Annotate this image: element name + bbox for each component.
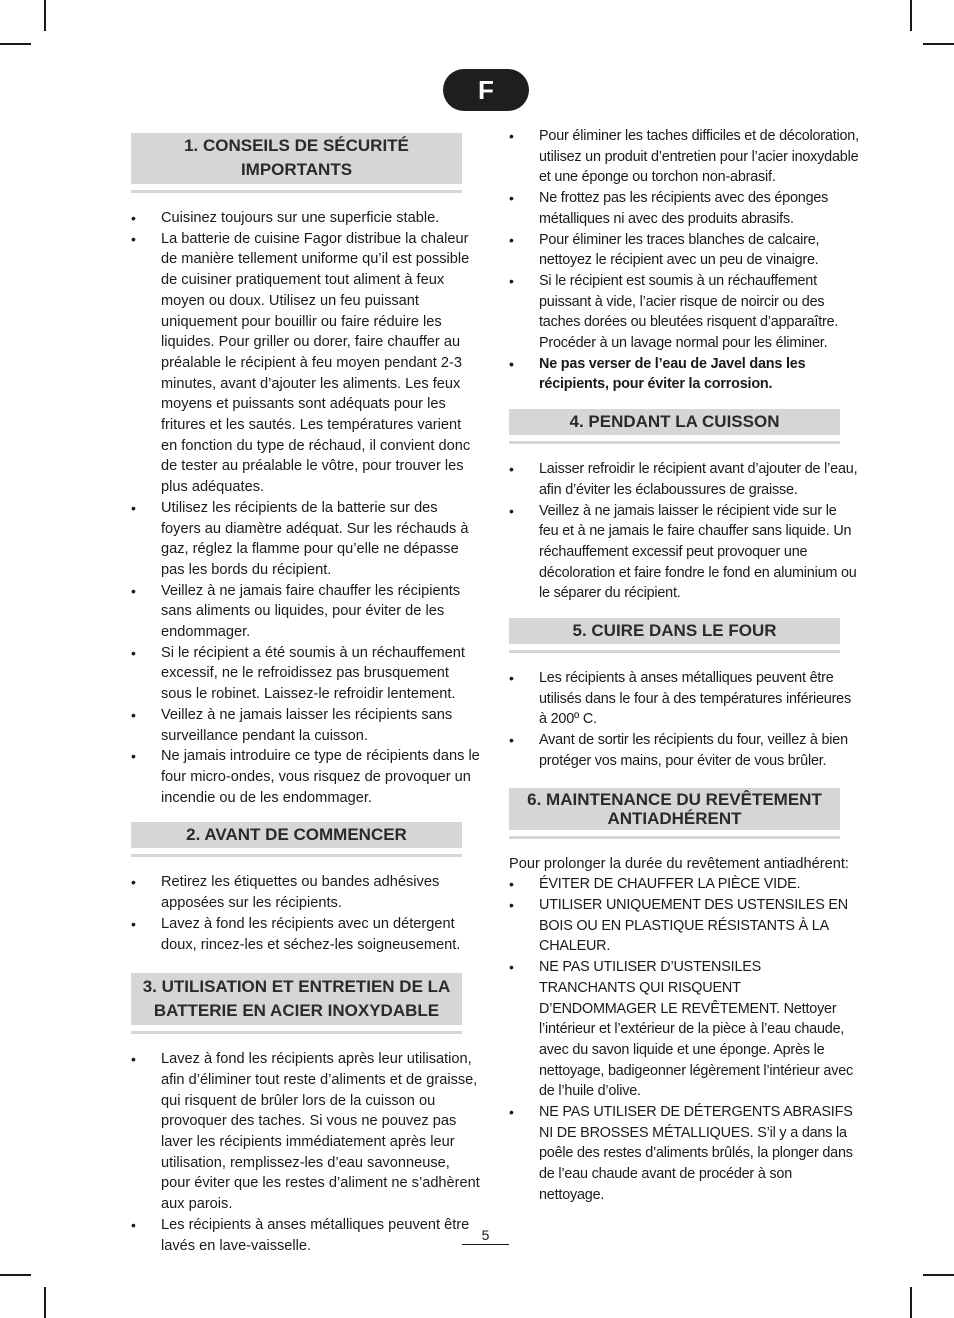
- list-item: • UTILISER UNIQUEMENT DES USTENSILES EN BOIS OU EN PLASTIQUE RÉSISTANTS À LA CHALEUR.: [509, 895, 859, 957]
- list-item: • NE PAS UTILISER D’USTENSILES TRANCHANTS QUI RISQUENT D’ENDOMMAGER LE REVÊTEMENT. Nettoyer l’intérieur et l’extérieur de la pièce à l’eau chaude, avec du savon liquide et une éponge. Après le nettoyage, badigeonner légèrement l’intérieur avec de l’huile d’olive.: [509, 957, 859, 1102]
- section-heading-before-start: 2. AVANT DE COMMENCER: [131, 822, 462, 848]
- list-item: • Veillez à ne jamais laisser les récipients sans surveillance pendant la cuisson.: [131, 705, 481, 746]
- nonstick-list: [509, 874, 859, 1205]
- list-item: • NE PAS UTILISER DE DÉTERGENTS ABRASIFS NI DE BROSSES MÉTALLIQUES. S’il y a dans la poêle des restes d’aliments brûlés, la plonger dans de l’eau chaude avant de procéder à son nettoyage.: [509, 1102, 859, 1206]
- list-item: • Cuisinez toujours sur une superficie stable.: [131, 208, 481, 229]
- section-heading-nonstick: 6. MAINTENANCE DU REVÊTEMENT ANTIADHÉRENT: [509, 788, 840, 830]
- list-item: • Ne jamais introduire ce type de récipients dans le four micro-ondes, vous risquez de provoquer un incendie ou de les endommager.: [131, 746, 481, 808]
- list-item: • Veillez à ne jamais laisser le récipient vide sur le feu et à ne jamais le faire chauffer sans liquide. Un réchauffement excessif peut provoquer une décoloration et faire fondre le fond en aluminium ou le séparer du récipient.: [509, 501, 859, 605]
- list-item: • ÉVITER DE CHAUFFER LA PIÈCE VIDE.: [509, 874, 859, 895]
- crop-mark: [910, 1287, 912, 1318]
- list-item: • La batterie de cuisine Fagor distribue la chaleur de manière tellement uniforme qu’il est possible de cuisiner pratiquement tout aliment à feux moyen ou doux. Utilisez un feu puissant uniquement pour bouillir ou faire réduire les liquides. Pour griller ou dorer, faire chauffer au préalable le récipient à feu moyen pendant 2-3 minutes, avant d’ajouter les aliments. Les feux moyens et puissants sont adéquats pour les fritures et les sautés. Les températures varient en fonction du type de réchaud, il convient donc de tester au préalable le vôtre, pour trouver les plus adéquates.: [131, 229, 481, 498]
- crop-mark: [0, 1274, 31, 1276]
- list-item: • Les récipients à anses métalliques peuvent être lavés en lave-vaisselle.: [131, 1215, 481, 1256]
- list-item: • Les récipients à anses métalliques peuvent être utilisés dans le four à des températures inférieures à 200º C.: [509, 668, 859, 730]
- list-item: • Ne frottez pas les récipients avec des éponges métalliques ni avec des produits abrasifs.: [509, 188, 859, 229]
- warning-item: • Ne pas verser de l’eau de Javel dans les récipients, pour éviter la corrosion.: [509, 354, 859, 395]
- list-item: • Si le récipient est soumis à un réchauffement puissant à vide, l’acier risque de noircir ou des taches dorées ou bleutées risquent d’apparaître. Procéder à un lavage normal pour les éliminer.: [509, 271, 859, 354]
- section-heading-oven: 5. CUIRE DANS LE FOUR: [509, 618, 840, 644]
- right-column: [509, 126, 859, 1206]
- list-item: • Retirez les étiquettes ou bandes adhésives apposées sur les récipients.: [131, 872, 481, 913]
- list-item: • Si le récipient a été soumis à un réchauffement excessif, ne le refroidissez pas brusquement sous le robinet. Laissez-le refroidir lentement.: [131, 643, 481, 705]
- list-item: • Lavez à fond les récipients avec un détergent doux, rincez-les et séchez-les soigneusement.: [131, 914, 481, 955]
- list-item: • Utilisez les récipients de la batterie sur des foyers au diamètre adéquat. Sur les réchauds à gaz, réglez la flamme pour qu’elle ne dépasse pas les bords du récipient.: [131, 498, 481, 581]
- list-item: • Pour éliminer les taches difficiles et de décoloration, utilisez un produit d’entretien pour l’acier inoxydable et une éponge ou torchon non-abrasif.: [509, 126, 859, 188]
- crop-mark: [44, 0, 46, 31]
- list-item: • Laisser refroidir le récipient avant d’ajouter de l’eau, afin d’éviter les éclaboussures de graisse.: [509, 459, 859, 500]
- stainless-care-list: [131, 1049, 481, 1256]
- section-heading-stainless-care: 3. UTILISATION ET ENTRETIEN DE LA BATTERIE EN ACIER INOXYDABLE: [131, 973, 462, 1025]
- crop-mark: [923, 1274, 954, 1276]
- page-number: 5: [462, 1226, 509, 1245]
- oven-list: [509, 668, 859, 772]
- list-item: • Pour éliminer les traces blanches de calcaire, nettoyez le récipient avec un peu de vinaigre.: [509, 230, 859, 271]
- language-badge: F: [443, 69, 529, 111]
- list-item: • Veillez à ne jamais faire chauffer les récipients sans aliments ou liquides, pour éviter de les endommager.: [131, 581, 481, 643]
- before-start-list: [131, 872, 481, 955]
- safety-list: [131, 208, 481, 808]
- during-cooking-list: [509, 459, 859, 604]
- section-heading-during-cooking: 4. PENDANT LA CUISSON: [509, 409, 840, 435]
- crop-mark: [0, 43, 31, 45]
- nonstick-intro: Pour prolonger la durée du revêtement antiadhérent:: [509, 855, 849, 872]
- crop-mark: [910, 0, 912, 31]
- crop-mark: [923, 43, 954, 45]
- section-heading-safety: 1. CONSEILS DE SÉCURITÉ IMPORTANTS: [131, 133, 462, 184]
- list-item: • Avant de sortir les récipients du four, veillez à bien protéger vos mains, pour éviter de vous brûler.: [509, 730, 859, 771]
- left-column: [131, 133, 481, 1256]
- list-item: • Lavez à fond les récipients après leur utilisation, afin d’éliminer tout reste d’aliments et de graisse, qui risquent de brûler lors de la cuisson ou provoquer des taches. Si vous ne pouvez pas laver les récipients immédiatement après leur utilisation, remplissez-les d’eau savonneuse, pour éviter que les restes d’aliment ne s’adhèrent aux parois.: [131, 1049, 481, 1215]
- crop-mark: [44, 1287, 46, 1318]
- stainless-care-list-continued: [509, 126, 859, 395]
